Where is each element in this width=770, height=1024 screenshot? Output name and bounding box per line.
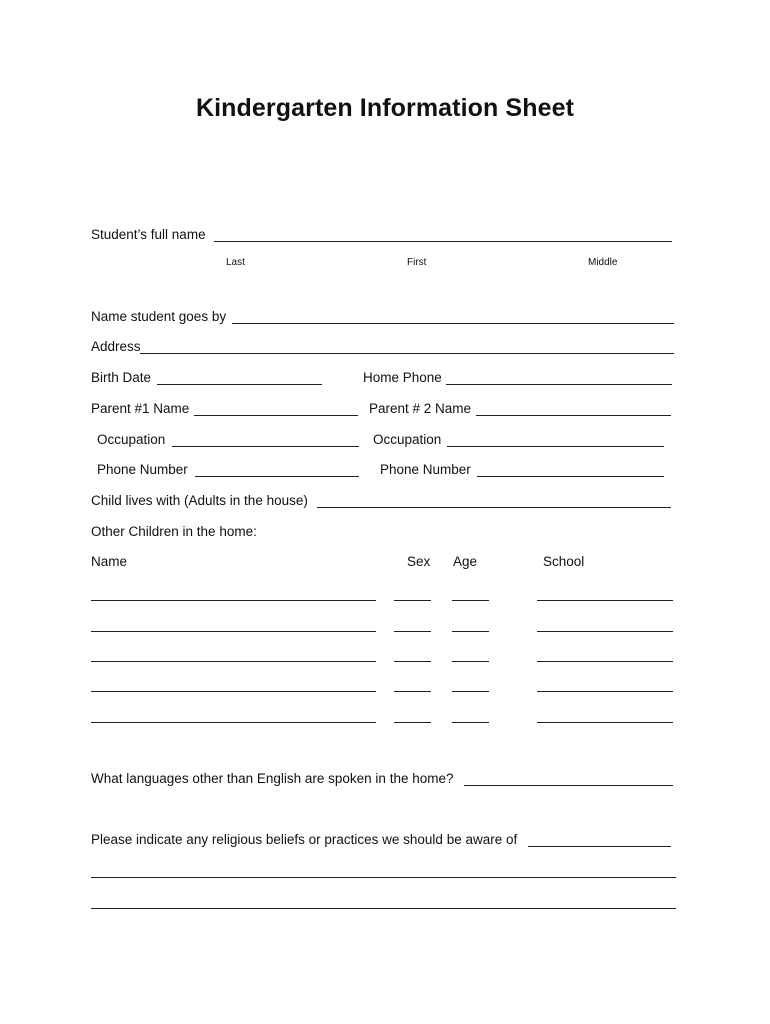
parent2-phone-field[interactable] <box>477 476 664 477</box>
religious-field-line-2[interactable] <box>91 877 676 878</box>
religious-field-line-3[interactable] <box>91 908 676 909</box>
children-school-header: School <box>543 554 585 569</box>
child-name-field[interactable] <box>91 631 376 632</box>
table-row <box>0 661 770 662</box>
child-name-field[interactable] <box>91 691 376 692</box>
child-age-field[interactable] <box>452 691 489 692</box>
child-sex-field[interactable] <box>394 600 431 601</box>
child-school-field[interactable] <box>537 722 673 723</box>
child-name-field[interactable] <box>91 661 376 662</box>
student-full-name-label: Student’s full name <box>91 227 206 242</box>
other-children-label: Other Children in the home: <box>91 524 257 539</box>
child-sex-field[interactable] <box>394 631 431 632</box>
child-sex-field[interactable] <box>394 691 431 692</box>
address-field[interactable] <box>140 353 674 354</box>
languages-field[interactable] <box>464 785 673 786</box>
table-row <box>0 722 770 723</box>
child-sex-field[interactable] <box>394 722 431 723</box>
birth-date-field[interactable] <box>157 384 322 385</box>
parent1-occupation-field[interactable] <box>172 446 359 447</box>
lives-with-label: Child lives with (Adults in the house) <box>91 493 308 508</box>
parent1-name-label: Parent #1 Name <box>91 401 190 416</box>
child-age-field[interactable] <box>452 722 489 723</box>
lives-with-field[interactable] <box>317 507 671 508</box>
child-school-field[interactable] <box>537 691 673 692</box>
first-name-caption: First <box>407 257 427 268</box>
child-school-field[interactable] <box>537 661 673 662</box>
middle-name-caption: Middle <box>588 257 618 268</box>
address-label: Address <box>91 339 141 354</box>
child-age-field[interactable] <box>452 631 489 632</box>
parent2-name-label: Parent # 2 Name <box>369 401 472 416</box>
home-phone-label: Home Phone <box>363 370 442 385</box>
table-row <box>0 691 770 692</box>
child-age-field[interactable] <box>452 661 489 662</box>
goes-by-field[interactable] <box>232 323 674 324</box>
home-phone-field[interactable] <box>446 384 672 385</box>
children-age-header: Age <box>453 554 478 569</box>
table-row <box>0 631 770 632</box>
parent1-phone-field[interactable] <box>195 476 359 477</box>
languages-question: What languages other than English are spoken in the home? <box>91 771 454 786</box>
page-title: Kindergarten Information Sheet <box>195 94 575 122</box>
parent2-occupation-label: Occupation <box>373 432 442 447</box>
child-school-field[interactable] <box>537 600 673 601</box>
parent2-occupation-field[interactable] <box>447 446 664 447</box>
parent2-name-field[interactable] <box>476 415 671 416</box>
religious-field[interactable] <box>528 846 671 847</box>
goes-by-label: Name student goes by <box>91 309 227 324</box>
child-school-field[interactable] <box>537 631 673 632</box>
child-age-field[interactable] <box>452 600 489 601</box>
last-name-caption: Last <box>226 257 245 268</box>
table-row <box>0 600 770 601</box>
parent2-phone-label: Phone Number <box>380 462 471 477</box>
religious-question: Please indicate any religious beliefs or practices we should be aware of <box>91 832 518 847</box>
children-sex-header: Sex <box>407 554 431 569</box>
student-full-name-field[interactable] <box>214 241 672 242</box>
child-name-field[interactable] <box>91 722 376 723</box>
parent1-phone-label: Phone Number <box>97 462 188 477</box>
birth-date-label: Birth Date <box>91 370 152 385</box>
children-name-header: Name <box>91 554 128 569</box>
parent1-name-field[interactable] <box>194 415 358 416</box>
parent1-occupation-label: Occupation <box>97 432 166 447</box>
child-sex-field[interactable] <box>394 661 431 662</box>
child-name-field[interactable] <box>91 600 376 601</box>
